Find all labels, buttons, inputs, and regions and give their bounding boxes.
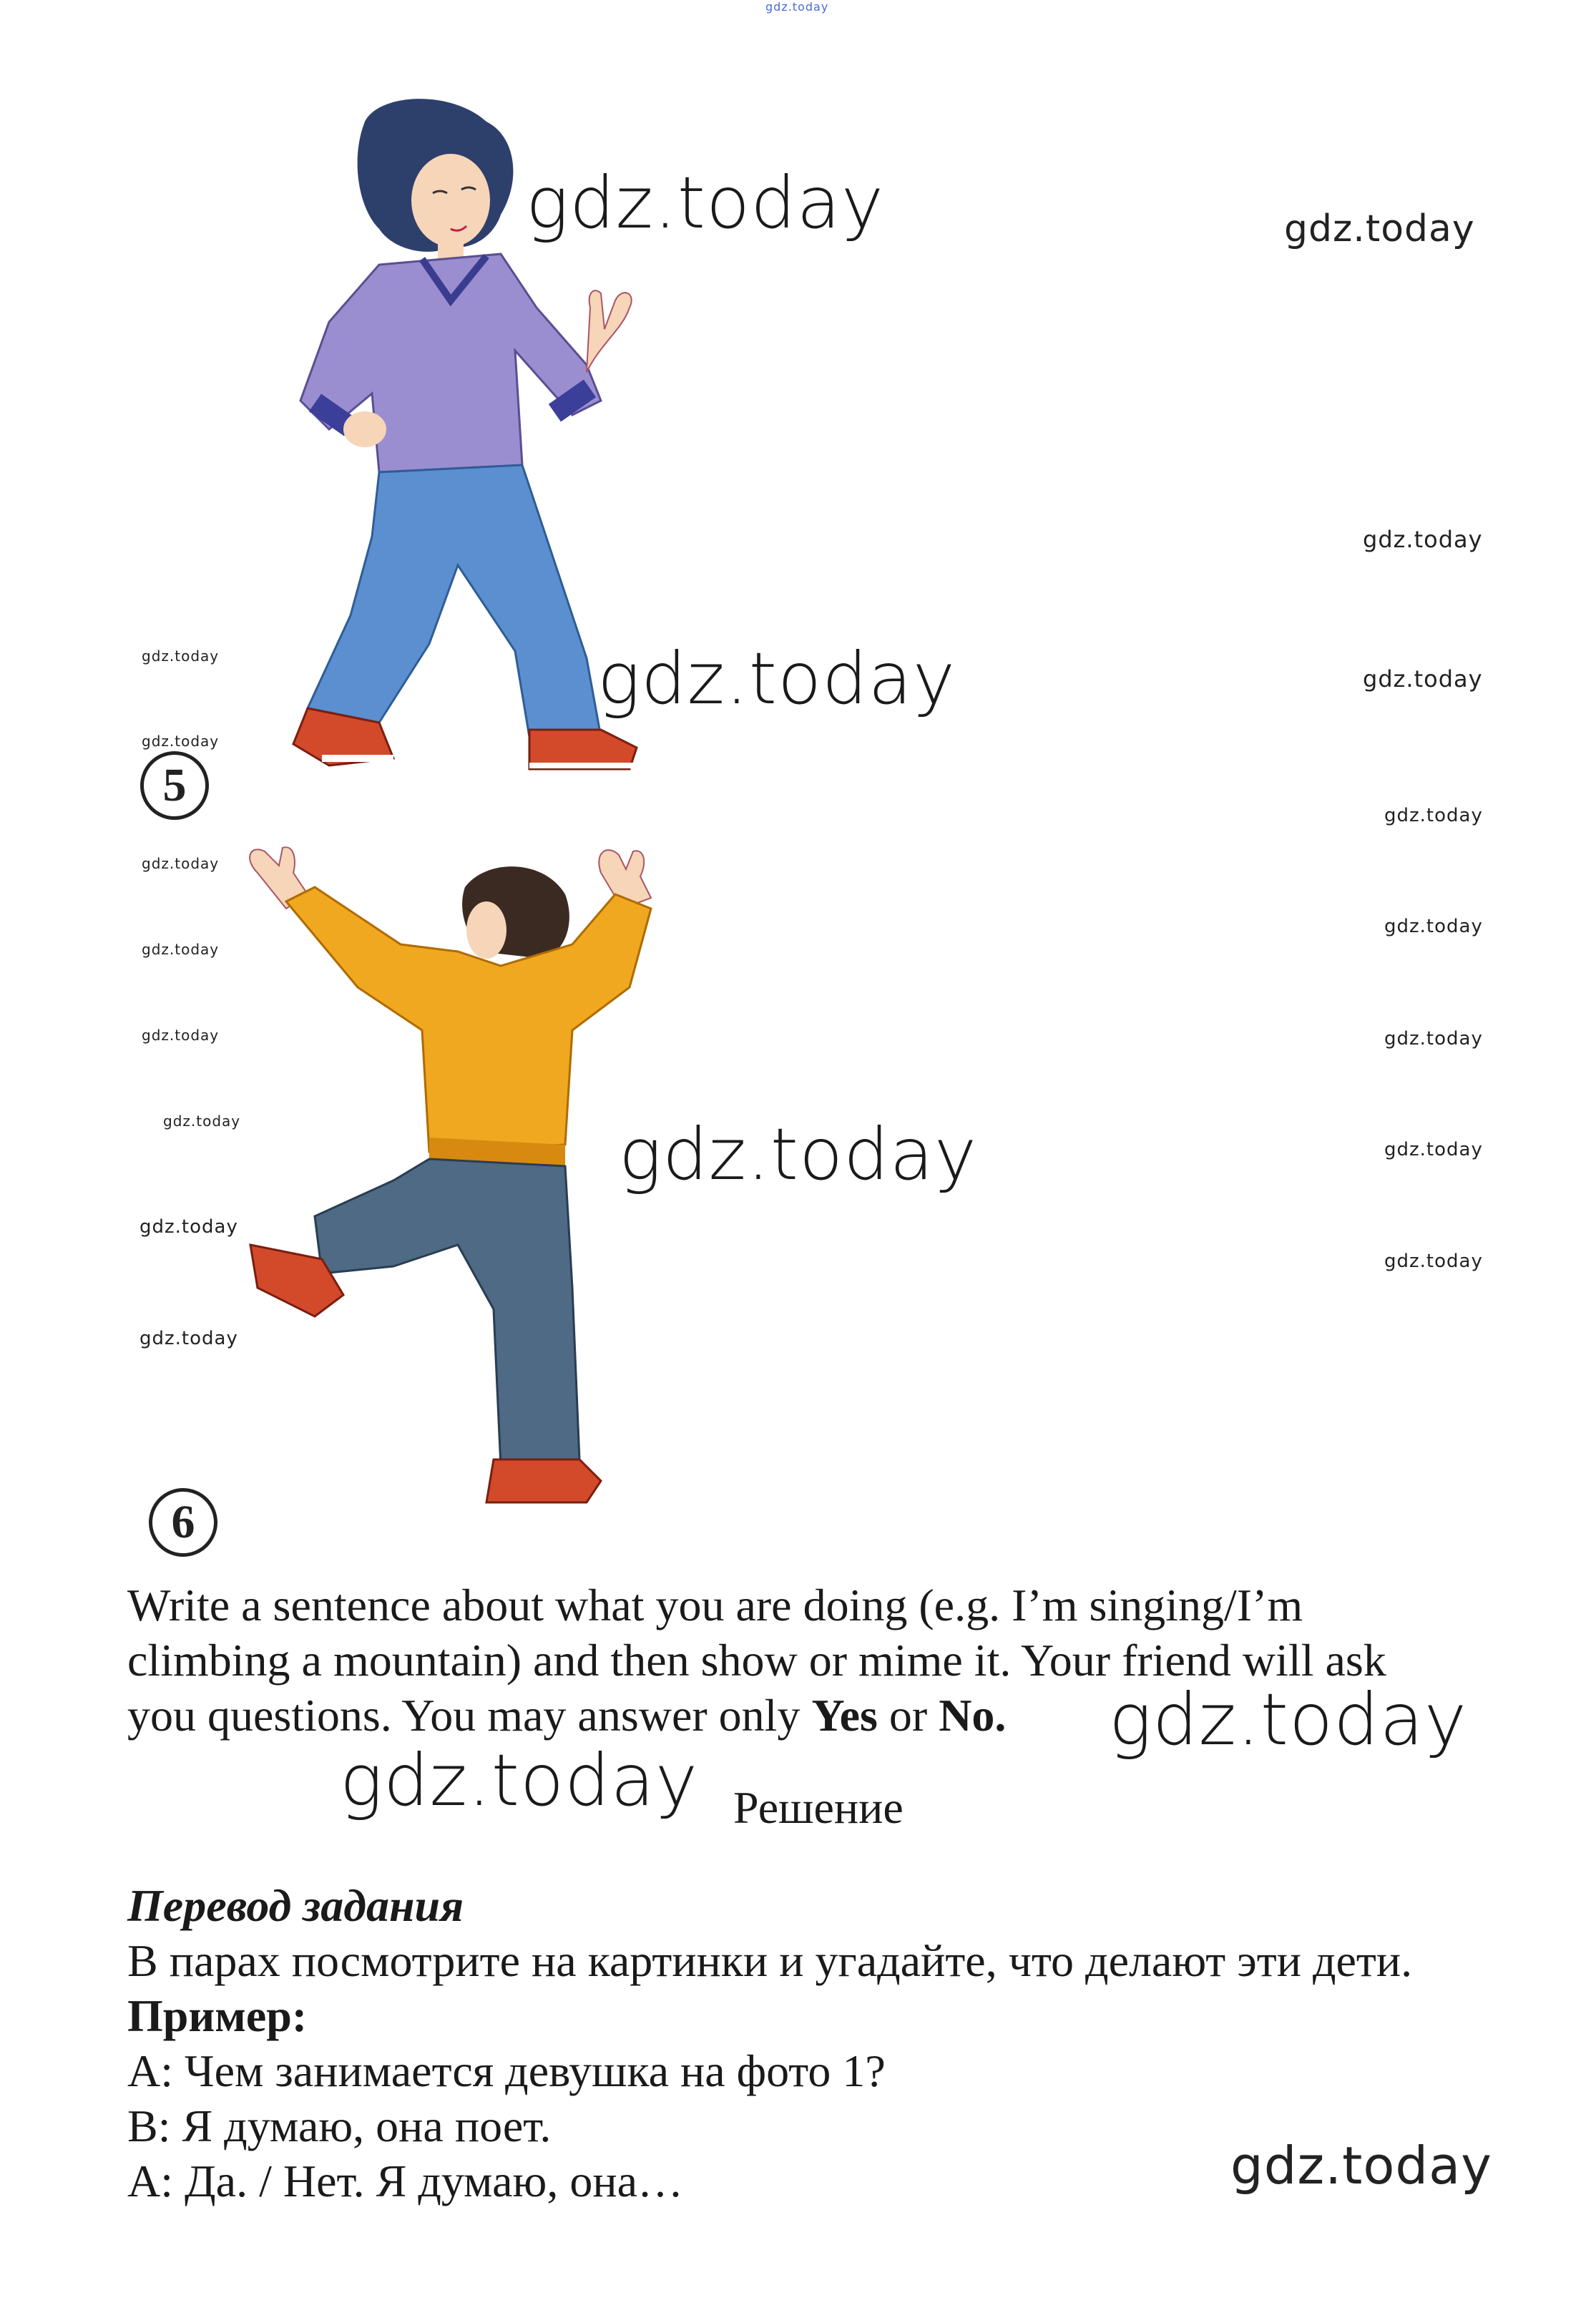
watermark: gdz.today [1363,665,1483,693]
dialogue-line: В: Я думаю, она поет. [127,2101,552,2151]
watermark: gdz.today [597,637,956,720]
dialogue-line: А: Чем занимается девушка на фото 1? [127,2045,886,2096]
top-watermark: gdz.today [765,0,829,14]
no-word: No. [939,1690,1007,1741]
dialogue-line: А: Да. / Нет. Я думаю, она… [127,2156,683,2206]
watermark: gdz.today [139,1328,238,1349]
example-label: Пример: [127,1990,308,2041]
grey-trousers [315,1159,579,1467]
blue-jeans [308,465,601,737]
translation-instruction: В парах посмотрите на картинки и угадайте, что делают эти дети. [127,1935,1413,1986]
watermark: gdz.today [1384,805,1483,826]
yes-word: Yes [811,1690,878,1741]
watermark: gdz.today [526,161,885,245]
watermark: gdz.today [1109,1678,1468,1761]
figure-number-5: 5 [140,751,209,820]
purple-sweater [300,254,601,472]
figure-number-6: 6 [149,1488,217,1557]
watermark: gdz.today [1384,1028,1483,1050]
watermark: gdz.today [619,1112,978,1196]
watermark: gdz.today [142,733,220,750]
task-line-2: climbing a mountain) and then show or mime it. Your friend will ask [127,1635,1386,1686]
watermark: gdz.today [142,941,220,958]
watermark: gdz.today [1284,207,1475,250]
task-line-3: you questions. You may answer only Yes or No. [127,1690,1007,1741]
watermark: gdz.today [163,1112,241,1130]
watermark: gdz.today [142,855,220,872]
watermark: gdz.today [1363,526,1483,553]
watermark: gdz.today [142,647,220,665]
watermark: gdz.today [1230,2136,1492,2196]
watermark: gdz.today [142,1027,220,1044]
solution-label: Решение [733,1782,904,1833]
translation-title: Перевод задания [127,1880,464,1931]
watermark: gdz.today [1384,1251,1483,1272]
task-text [127,1578,1487,1743]
watermark: gdz.today [340,1738,699,1822]
watermark: gdz.today [1384,916,1483,937]
face-shape [411,154,490,247]
translation-block [127,1878,1558,2209]
watermark: gdz.today [139,1216,238,1238]
watermark: gdz.today [1384,1139,1483,1160]
task-line-1: Write a sentence about what you are doing (e.g. I’m singing/I’m [127,1580,1303,1630]
red-shoe-right [486,1459,601,1502]
